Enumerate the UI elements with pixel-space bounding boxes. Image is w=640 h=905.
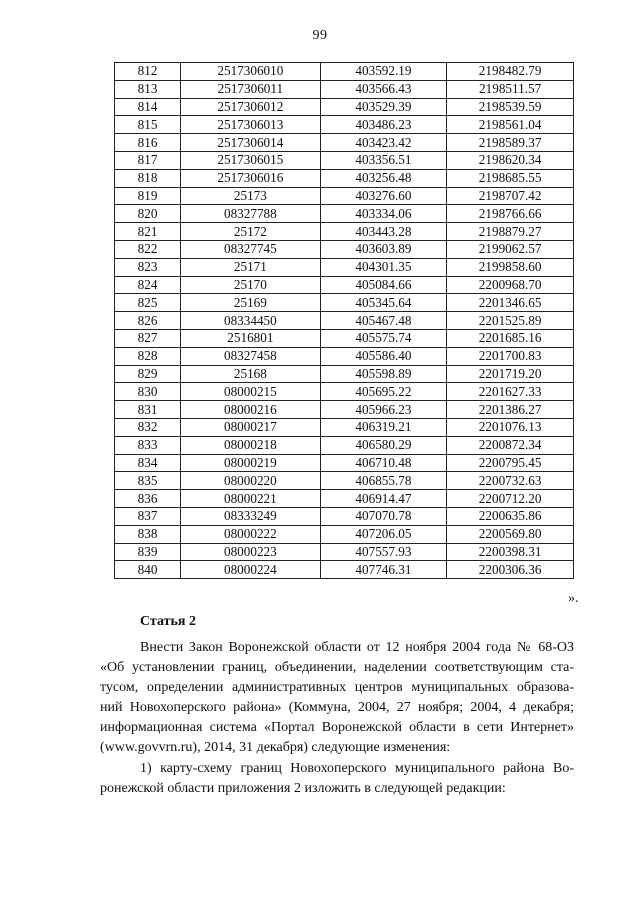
point-number-cell: 837 <box>115 507 181 525</box>
y-coordinate-cell: 2199858.60 <box>447 258 574 276</box>
x-coordinate-cell: 403276.60 <box>320 187 447 205</box>
table-row <box>115 383 574 401</box>
point-id-cell: 08000224 <box>181 561 321 579</box>
y-coordinate-cell: 2200732.63 <box>447 472 574 490</box>
y-coordinate-cell: 2201076.13 <box>447 418 574 436</box>
paragraph-line: тусом, определении административных центров муниципальных образова- <box>100 680 574 695</box>
y-coordinate-cell: 2200398.31 <box>447 543 574 561</box>
y-coordinate-cell: 2200712.20 <box>447 490 574 508</box>
point-number-cell: 836 <box>115 490 181 508</box>
point-number-cell: 824 <box>115 276 181 294</box>
point-id-cell: 08000219 <box>181 454 321 472</box>
y-coordinate-cell: 2201386.27 <box>447 401 574 419</box>
point-number-cell: 839 <box>115 543 181 561</box>
point-id-cell: 25173 <box>181 187 321 205</box>
table-row <box>115 525 574 543</box>
point-number-cell: 815 <box>115 116 181 134</box>
y-coordinate-cell: 2200635.86 <box>447 507 574 525</box>
y-coordinate-cell: 2201700.83 <box>447 347 574 365</box>
point-id-cell: 25170 <box>181 276 321 294</box>
y-coordinate-cell: 2201525.89 <box>447 312 574 330</box>
item-1-paragraph <box>100 759 574 799</box>
table-row <box>115 187 574 205</box>
paragraph-line: (www.govvrn.ru), 2014, 31 декабря) следующие изменения: <box>100 740 451 755</box>
point-id-cell: 2516801 <box>181 329 321 347</box>
x-coordinate-cell: 405345.64 <box>320 294 447 312</box>
x-coordinate-cell: 403529.39 <box>320 98 447 116</box>
x-coordinate-cell: 406319.21 <box>320 418 447 436</box>
table-row <box>115 454 574 472</box>
x-coordinate-cell: 406855.78 <box>320 472 447 490</box>
table-row <box>115 258 574 276</box>
x-coordinate-cell: 406710.48 <box>320 454 447 472</box>
point-number-cell: 813 <box>115 80 181 98</box>
y-coordinate-cell: 2198511.57 <box>447 80 574 98</box>
y-coordinate-cell: 2198561.04 <box>447 116 574 134</box>
y-coordinate-cell: 2200795.45 <box>447 454 574 472</box>
x-coordinate-cell: 403603.89 <box>320 240 447 258</box>
x-coordinate-cell: 403256.48 <box>320 169 447 187</box>
point-id-cell: 2517306016 <box>181 169 321 187</box>
x-coordinate-cell: 403423.42 <box>320 134 447 152</box>
x-coordinate-cell: 406914.47 <box>320 490 447 508</box>
table-body <box>115 63 574 579</box>
point-id-cell: 08327745 <box>181 240 321 258</box>
point-id-cell: 2517306012 <box>181 98 321 116</box>
paragraph-line: Внести Закон Воронежской области от 12 ноября 2004 года № 68-ОЗ <box>140 640 574 655</box>
y-coordinate-cell: 2198766.66 <box>447 205 574 223</box>
table-row <box>115 294 574 312</box>
x-coordinate-cell: 403356.51 <box>320 151 447 169</box>
point-number-cell: 823 <box>115 258 181 276</box>
point-number-cell: 817 <box>115 151 181 169</box>
point-id-cell: 25172 <box>181 223 321 241</box>
x-coordinate-cell: 404301.35 <box>320 258 447 276</box>
y-coordinate-cell: 2198539.59 <box>447 98 574 116</box>
table-row <box>115 490 574 508</box>
table-row <box>115 561 574 579</box>
x-coordinate-cell: 407070.78 <box>320 507 447 525</box>
point-id-cell: 08000223 <box>181 543 321 561</box>
x-coordinate-cell: 405966.23 <box>320 401 447 419</box>
y-coordinate-cell: 2200569.80 <box>447 525 574 543</box>
point-id-cell: 2517306011 <box>181 80 321 98</box>
point-number-cell: 816 <box>115 134 181 152</box>
coordinates-table <box>114 62 574 579</box>
table-row <box>115 151 574 169</box>
paragraph-line: ний Новохоперского района» (Коммуна, 2004, 27 ноября; 2004, 4 декабря; <box>100 700 574 715</box>
point-number-cell: 827 <box>115 329 181 347</box>
y-coordinate-cell: 2199062.57 <box>447 240 574 258</box>
point-id-cell: 08000222 <box>181 525 321 543</box>
point-id-cell: 25168 <box>181 365 321 383</box>
x-coordinate-cell: 405586.40 <box>320 347 447 365</box>
point-number-cell: 830 <box>115 383 181 401</box>
x-coordinate-cell: 406580.29 <box>320 436 447 454</box>
table-row <box>115 134 574 152</box>
point-id-cell: 08000217 <box>181 418 321 436</box>
point-id-cell: 08000216 <box>181 401 321 419</box>
point-number-cell: 829 <box>115 365 181 383</box>
point-number-cell: 835 <box>115 472 181 490</box>
point-number-cell: 822 <box>115 240 181 258</box>
y-coordinate-cell: 2200872.34 <box>447 436 574 454</box>
x-coordinate-cell: 407746.31 <box>320 561 447 579</box>
table-row <box>115 240 574 258</box>
y-coordinate-cell: 2201627.33 <box>447 383 574 401</box>
paragraph-line: информационная система «Портал Воронежской области в сети Интернет» <box>100 720 574 735</box>
table-row <box>115 276 574 294</box>
y-coordinate-cell: 2198707.42 <box>447 187 574 205</box>
table-row <box>115 116 574 134</box>
table-row <box>115 205 574 223</box>
table-row <box>115 80 574 98</box>
point-number-cell: 818 <box>115 169 181 187</box>
table-row <box>115 347 574 365</box>
x-coordinate-cell: 405084.66 <box>320 276 447 294</box>
x-coordinate-cell: 403334.06 <box>320 205 447 223</box>
point-id-cell: 08333249 <box>181 507 321 525</box>
table-row <box>115 329 574 347</box>
paragraph-line: «Об установлении границ, объединении, наделении соответствующим ста- <box>100 660 574 675</box>
closing-quote: ». <box>568 591 579 606</box>
table-row <box>115 418 574 436</box>
paragraph-line: ронежской области приложения 2 изложить в следующей редакции: <box>100 781 506 796</box>
x-coordinate-cell: 407206.05 <box>320 525 447 543</box>
table-row <box>115 312 574 330</box>
point-number-cell: 826 <box>115 312 181 330</box>
point-id-cell: 25171 <box>181 258 321 276</box>
x-coordinate-cell: 403566.43 <box>320 80 447 98</box>
table-row <box>115 543 574 561</box>
table-row <box>115 401 574 419</box>
y-coordinate-cell: 2201719.20 <box>447 365 574 383</box>
point-id-cell: 08000218 <box>181 436 321 454</box>
point-id-cell: 2517306014 <box>181 134 321 152</box>
point-number-cell: 814 <box>115 98 181 116</box>
table-row <box>115 436 574 454</box>
y-coordinate-cell: 2201346.65 <box>447 294 574 312</box>
x-coordinate-cell: 405695.22 <box>320 383 447 401</box>
point-number-cell: 833 <box>115 436 181 454</box>
point-id-cell: 25169 <box>181 294 321 312</box>
table-row <box>115 98 574 116</box>
y-coordinate-cell: 2198620.34 <box>447 151 574 169</box>
point-number-cell: 821 <box>115 223 181 241</box>
point-number-cell: 825 <box>115 294 181 312</box>
amendment-paragraph <box>100 638 574 758</box>
x-coordinate-cell: 403443.28 <box>320 223 447 241</box>
point-id-cell: 2517306010 <box>181 63 321 81</box>
point-number-cell: 812 <box>115 63 181 81</box>
table-row <box>115 472 574 490</box>
x-coordinate-cell: 405598.89 <box>320 365 447 383</box>
point-id-cell: 08334450 <box>181 312 321 330</box>
table-row <box>115 223 574 241</box>
point-number-cell: 834 <box>115 454 181 472</box>
point-id-cell: 08000221 <box>181 490 321 508</box>
point-number-cell: 840 <box>115 561 181 579</box>
point-number-cell: 838 <box>115 525 181 543</box>
point-id-cell: 08327458 <box>181 347 321 365</box>
article-title: Статья 2 <box>140 614 196 629</box>
y-coordinate-cell: 2200968.70 <box>447 276 574 294</box>
x-coordinate-cell: 407557.93 <box>320 543 447 561</box>
y-coordinate-cell: 2198879.27 <box>447 223 574 241</box>
y-coordinate-cell: 2198482.79 <box>447 63 574 81</box>
x-coordinate-cell: 403592.19 <box>320 63 447 81</box>
paragraph-line: 1) карту-схему границ Новохоперского муниципального района Во- <box>140 761 574 776</box>
point-id-cell: 2517306013 <box>181 116 321 134</box>
y-coordinate-cell: 2198589.37 <box>447 134 574 152</box>
point-id-cell: 2517306015 <box>181 151 321 169</box>
y-coordinate-cell: 2201685.16 <box>447 329 574 347</box>
point-id-cell: 08000215 <box>181 383 321 401</box>
table-row <box>115 63 574 81</box>
table-row <box>115 169 574 187</box>
x-coordinate-cell: 403486.23 <box>320 116 447 134</box>
point-number-cell: 832 <box>115 418 181 436</box>
point-id-cell: 08000220 <box>181 472 321 490</box>
point-id-cell: 08327788 <box>181 205 321 223</box>
y-coordinate-cell: 2200306.36 <box>447 561 574 579</box>
point-number-cell: 831 <box>115 401 181 419</box>
page-number: 99 <box>312 28 328 43</box>
table-row <box>115 365 574 383</box>
x-coordinate-cell: 405467.48 <box>320 312 447 330</box>
x-coordinate-cell: 405575.74 <box>320 329 447 347</box>
table-row <box>115 507 574 525</box>
point-number-cell: 820 <box>115 205 181 223</box>
point-number-cell: 828 <box>115 347 181 365</box>
y-coordinate-cell: 2198685.55 <box>447 169 574 187</box>
point-number-cell: 819 <box>115 187 181 205</box>
